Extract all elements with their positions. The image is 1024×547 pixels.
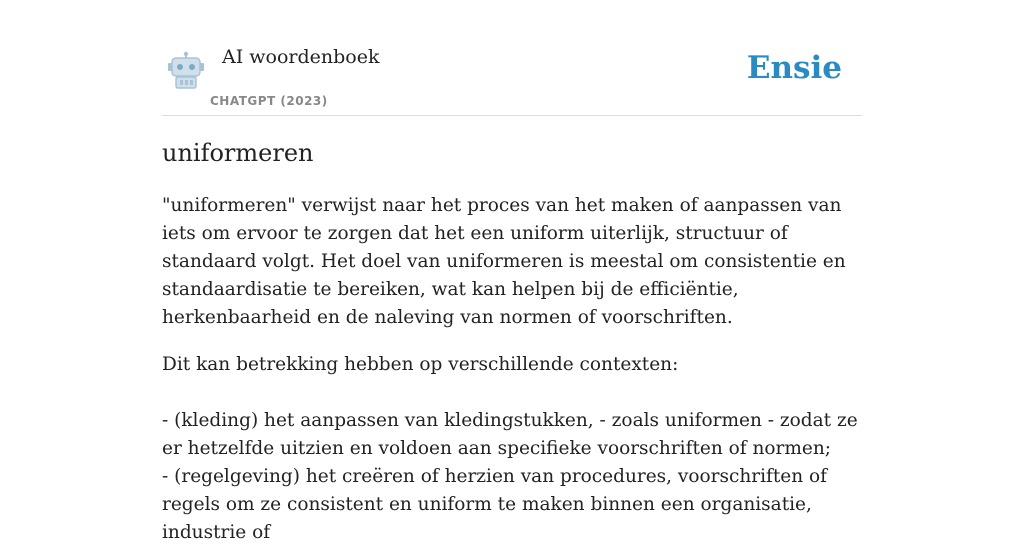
robot-icon [166,52,206,90]
list-item: - (kleding) het aanpassen van kledingstukken, - zoals uniformen - zodat ze er hetzelfde uitzien en voldoen aan specifieke voorschriften of normen; [162,410,858,459]
entry-definition [162,192,862,547]
context-intro: Dit kan betrekking hebben op verschillende contexten: [162,354,679,375]
source-title[interactable]: AI woordenboek [222,46,380,68]
entry-term: uniformeren [162,139,314,167]
list-item: - (regelgeving) het creëren of herzien van procedures, voorschriften of regels om ze consistent en uniform te maken binnen een organisatie, industrie of [162,466,828,543]
brand-logo[interactable]: Ensie [746,50,842,86]
definition-paragraph: "uniformeren" verwijst naar het proces van het maken of aanpassen van iets om ervoor te zorgen dat het een uniform uiterlijk, structuur of standaard volgt. Het doel van uniformeren is meestal om consistentie en standaardisatie te bereiken, wat kan helpen bij de efficiëntie, herkenbaarheid en de naleving van normen of voorschriften. [162,195,846,328]
header [162,40,862,116]
source-subtitle: CHATGPT (2023) [210,94,328,108]
spacer-line [162,379,862,407]
